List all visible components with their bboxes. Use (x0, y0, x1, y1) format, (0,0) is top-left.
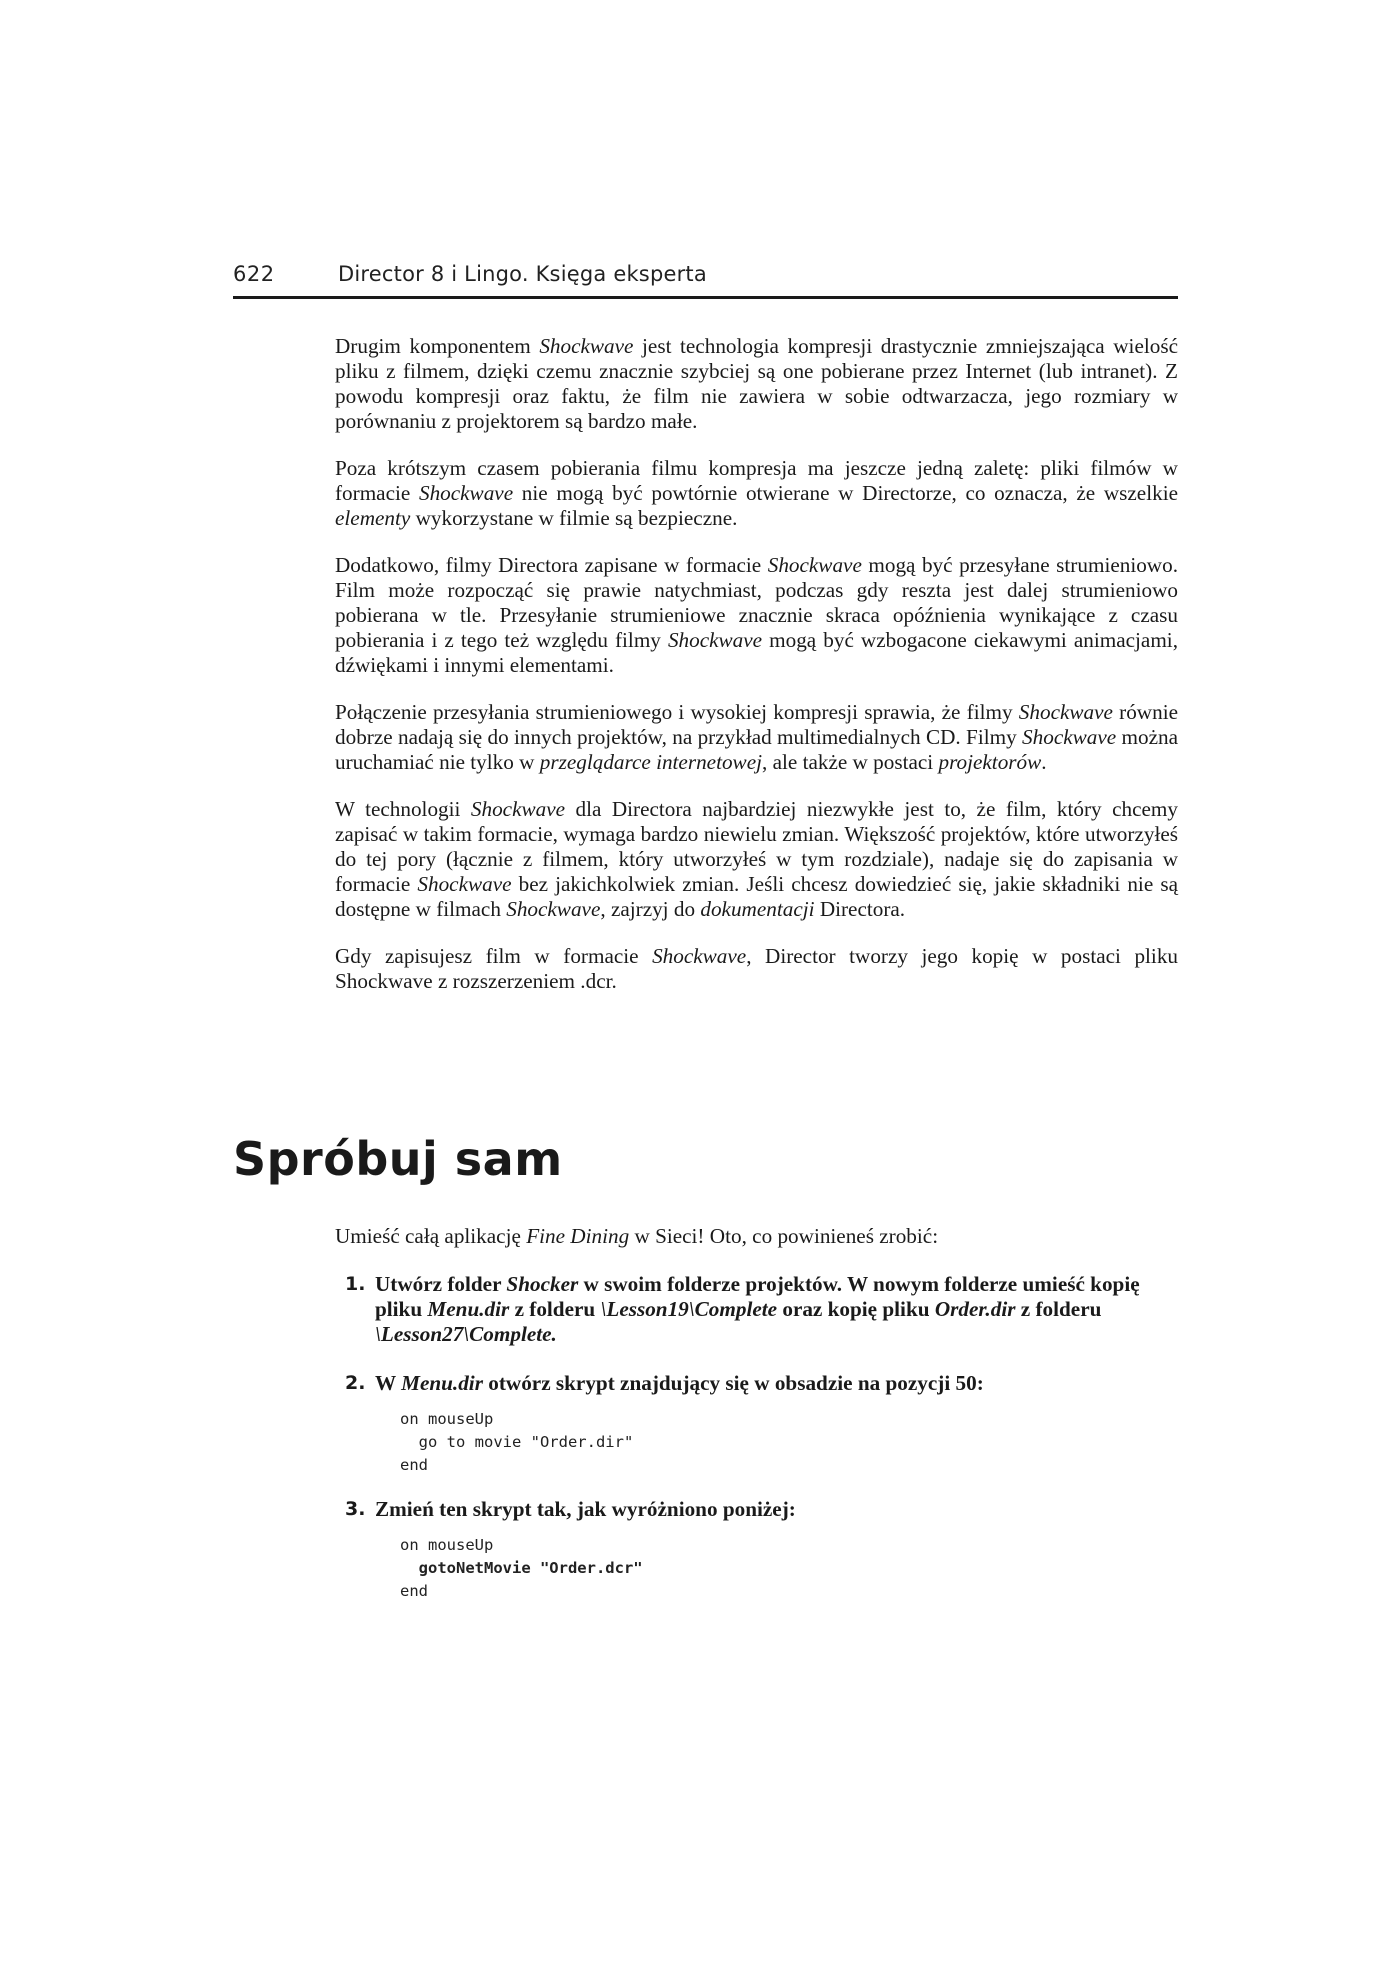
section-intro (335, 1224, 1178, 1249)
text-span: w Sieci! Oto, co powinieneś zrobić: (629, 1224, 939, 1248)
italic-term: Shockwave (470, 797, 566, 821)
text-span: otwórz skrypt znajdujący się w obsadzie na pozycji 50: (482, 1371, 984, 1395)
paragraph (335, 456, 1178, 531)
steps-list (345, 1272, 1178, 1603)
italic-term: Shockwave (1022, 725, 1117, 749)
section-title: Spróbuj sam (233, 1132, 563, 1186)
paragraph (335, 334, 1178, 434)
text-span: Utwórz folder (375, 1272, 507, 1296)
italic-term: Shockwave (417, 872, 512, 896)
step-item (345, 1497, 1178, 1522)
step-item (345, 1272, 1178, 1347)
step-item (345, 1371, 1178, 1396)
text-span: Gdy zapisujesz film w formacie (335, 944, 653, 968)
italic-term: dokumentacji (700, 897, 815, 921)
italic-term: \Lesson27\Complete. (375, 1322, 557, 1346)
text-span: , ale także w postaci (761, 750, 939, 774)
text-span: W technologii (335, 797, 471, 821)
text-span: bez jakichkolwiek zmian. Jeśli chcesz dowiedzieć się, jakie składniki nie są dostępne w filmach (335, 872, 1178, 921)
book-title: Director 8 i Lingo. Księga eksperta (338, 262, 707, 286)
paragraph (335, 944, 1178, 994)
text-span: , zajrzyj do (600, 897, 701, 921)
text-span: Zmień ten skrypt tak, jak wyróżniono poniżej: (375, 1497, 796, 1521)
text-span: Drugim komponentem (335, 334, 540, 358)
paragraph (335, 797, 1178, 922)
code-block (400, 1408, 1178, 1477)
code-line: end (400, 1456, 428, 1474)
text-span: nie mogą być powtórnie otwierane w Directorze, co oznacza, że wszelkie (513, 481, 1178, 505)
text-span: Directora. (814, 897, 906, 921)
step-number: 2. (345, 1372, 366, 1394)
italic-term: Menu.dir (427, 1297, 510, 1321)
text-span: Połączenie przesyłania strumieniowego i wysokiej kompresji sprawia, że filmy (335, 700, 1019, 724)
text-span: . (1041, 750, 1047, 774)
code-line-highlighted: gotoNetMovie "Order.dcr" (400, 1559, 643, 1577)
italic-term: Shockwave (418, 481, 514, 505)
text-span: można uruchamiać nie tylko w (335, 725, 1178, 774)
italic-term: Menu.dir (401, 1371, 483, 1395)
italic-term: Shockwave (506, 897, 601, 921)
header-rule (233, 296, 1178, 299)
paragraph (335, 700, 1178, 775)
italic-term: Shockwave (652, 944, 747, 968)
text-span: oraz kopię pliku (777, 1297, 935, 1321)
code-line: go to movie "Order.dir" (400, 1433, 634, 1451)
body-text (335, 334, 1178, 1016)
italic-term: Shockwave (539, 334, 634, 358)
text-span: mogą być przesyłane strumieniowo. Film może rozpocząć się prawie natychmiast, podczas gdy reszta jest dalej strumieniowo pobierana w tle. Przesyłanie strumieniowe znacznie skraca opóźnienia wynikające z czasu pobierania i z tego też względu filmy (335, 553, 1178, 652)
text-span: w swoim folderze projektów. W nowym folderze umieść kopię pliku (375, 1272, 1140, 1321)
text-span: wykorzystane w filmie są bezpieczne. (410, 506, 738, 530)
text-span: Dodatkowo, filmy Directora zapisane w formacie (335, 553, 768, 577)
text-span: jest technologia kompresji drastycznie zmniejszająca wielość pliku z filmem, dzięki czemu znacznie szybciej są one pobierane przez Internet (lub intranet). Z powodu kompresji oraz faktu, że film nie zawiera w sobie odtwarzacza, jego rozmiary w porównaniu z projektorem są bardzo małe. (335, 334, 1178, 433)
italic-term: Order.dir (934, 1297, 1016, 1321)
text-span: dla Directora najbardziej niezwykłe jest to, że film, który chcemy zapisać w takim formacie, wymaga bardzo niewielu zmian. Większość projektów, które utworzyłeś do tej pory (łącznie z filmem, który utworzyłeś w tym rozdziale), nadaje się do zapisania w formacie (335, 797, 1178, 896)
text-span: równie dobrze nadają się do innych projektów, na przykład multimedialnych CD. Filmy (335, 700, 1178, 749)
code-line: on mouseUp (400, 1410, 494, 1428)
italic-term: przeglądarce internetowej (539, 750, 762, 774)
text-span: z folderu (509, 1297, 601, 1321)
italic-term: Shockwave (767, 553, 862, 577)
italic-term: Shocker (506, 1272, 579, 1296)
italic-term: Fine Dining (526, 1224, 630, 1248)
code-block (400, 1534, 1178, 1603)
italic-term: elementy (335, 506, 411, 530)
text-span: Umieść całą aplikację (335, 1224, 527, 1248)
text-span: z folderu (1015, 1297, 1102, 1321)
text-span: W (375, 1371, 402, 1395)
text-span: , Director tworzy jego kopię w postaci pliku Shockwave z rozszerzeniem .dcr. (335, 944, 1179, 993)
text-span: mogą być wzbogacone ciekawymi animacjami, dźwiękami i innymi elementami. (335, 628, 1178, 677)
code-line: end (400, 1582, 428, 1600)
paragraph (335, 553, 1178, 678)
step-number: 3. (345, 1498, 366, 1520)
running-header (233, 262, 1178, 294)
step-number: 1. (345, 1273, 366, 1295)
italic-term: Shockwave (667, 628, 763, 652)
text-span: Poza krótszym czasem pobierania filmu kompresja ma jeszcze jedną zaletę: pliki filmów w formacie (335, 456, 1178, 505)
italic-term: \Lesson19\Complete (600, 1297, 778, 1321)
italic-term: projektorów (938, 750, 1042, 774)
italic-term: Shockwave (1018, 700, 1113, 724)
code-line: on mouseUp (400, 1536, 494, 1554)
page-number: 622 (233, 262, 275, 286)
